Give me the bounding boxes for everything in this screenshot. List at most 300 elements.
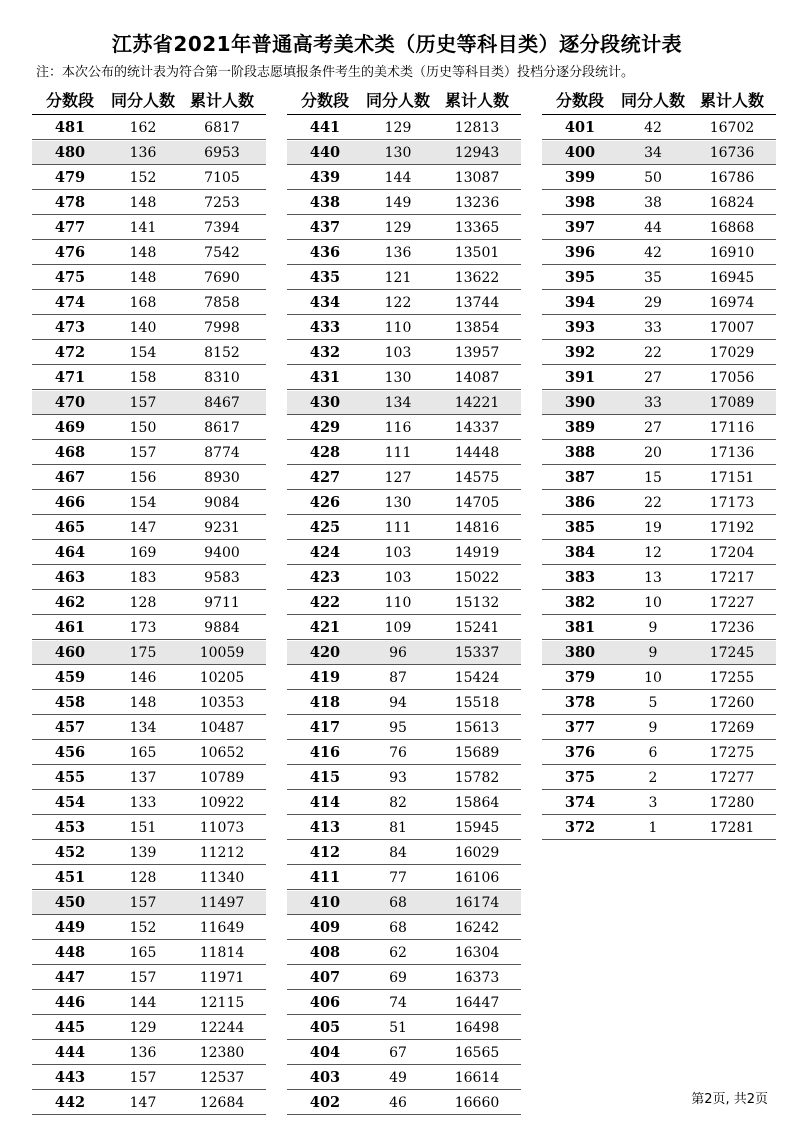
cumulative-cell: 15241 (454, 619, 500, 636)
same-count-cell: 110 (384, 594, 412, 611)
table-row (287, 141, 521, 165)
score-cell: 459 (54, 669, 86, 686)
cumulative-cell: 17151 (709, 469, 755, 486)
cumulative-cell: 9583 (204, 569, 240, 586)
table-row (32, 816, 266, 840)
table-row (542, 816, 776, 840)
table-column-2 (287, 84, 521, 1115)
same-count-cell: 148 (129, 694, 157, 711)
header-same-count: 同分人数 (365, 90, 430, 110)
column-header (542, 84, 776, 115)
cumulative-cell: 15782 (454, 769, 500, 786)
table-row (287, 191, 521, 215)
table-row (542, 516, 776, 540)
cumulative-cell: 7394 (204, 219, 240, 236)
cumulative-cell: 13501 (454, 244, 500, 261)
score-cell: 381 (564, 619, 596, 636)
table-row (287, 1041, 521, 1065)
page-footer: 第2页, 共2页 (691, 1092, 768, 1107)
cumulative-cell: 16910 (709, 244, 755, 261)
table-row (32, 141, 266, 165)
cumulative-cell: 16373 (454, 969, 500, 986)
table-row (542, 716, 776, 740)
score-cell: 386 (564, 494, 596, 511)
score-cell: 449 (54, 919, 86, 936)
table-row (287, 566, 521, 590)
table-row (287, 116, 521, 140)
same-count-cell: 3 (648, 794, 658, 811)
score-cell: 430 (309, 394, 341, 411)
cumulative-cell: 15689 (454, 744, 500, 761)
table-row (32, 616, 266, 640)
same-count-cell: 137 (129, 769, 157, 786)
cumulative-cell: 16106 (454, 869, 500, 886)
same-count-cell: 144 (384, 169, 412, 186)
page-title: 江苏省2021年普通高考美术类（历史等科目类）逐分段统计表 (111, 32, 683, 56)
same-count-cell: 103 (384, 569, 412, 586)
cumulative-cell: 15132 (454, 594, 500, 611)
cumulative-cell: 6953 (204, 144, 240, 161)
score-cell: 419 (309, 669, 341, 686)
table-row (542, 341, 776, 365)
same-count-cell: 1 (648, 819, 658, 836)
cumulative-cell: 17217 (709, 569, 755, 586)
cumulative-cell: 17192 (709, 519, 755, 536)
same-count-cell: 129 (384, 219, 412, 236)
table-row (32, 766, 266, 790)
score-cell: 435 (309, 269, 341, 286)
table-row (287, 941, 521, 965)
cumulative-cell: 12684 (199, 1094, 245, 1111)
cumulative-cell: 16447 (454, 994, 500, 1011)
cumulative-cell: 11814 (199, 944, 245, 961)
same-count-cell: 68 (389, 894, 407, 911)
score-cell: 474 (54, 294, 86, 311)
table-row (542, 266, 776, 290)
score-cell: 458 (54, 694, 86, 711)
cumulative-cell: 7253 (204, 194, 240, 211)
score-cell: 407 (309, 969, 341, 986)
cumulative-cell: 12943 (454, 144, 500, 161)
same-count-cell: 136 (129, 144, 157, 161)
score-cell: 466 (54, 494, 86, 511)
score-cell: 387 (564, 469, 596, 486)
cumulative-cell: 15022 (454, 569, 500, 586)
table-rows (287, 116, 521, 1115)
score-cell: 478 (54, 194, 86, 211)
score-cell: 450 (54, 894, 86, 911)
score-cell: 473 (54, 319, 86, 336)
cumulative-cell: 14816 (454, 519, 500, 536)
same-count-cell: 62 (389, 944, 407, 961)
same-count-cell: 129 (129, 1019, 157, 1036)
cumulative-cell: 16660 (454, 1094, 500, 1111)
cumulative-cell: 16945 (709, 269, 755, 286)
same-count-cell: 33 (644, 394, 662, 411)
score-cell: 439 (309, 169, 341, 186)
cumulative-cell: 13236 (454, 194, 500, 211)
score-cell: 411 (309, 869, 341, 886)
cumulative-cell: 9400 (204, 544, 240, 561)
cumulative-cell: 15945 (454, 819, 500, 836)
table-row (287, 541, 521, 565)
same-count-cell: 2 (648, 769, 658, 786)
same-count-cell: 22 (644, 494, 662, 511)
table-row (32, 491, 266, 515)
cumulative-cell: 11340 (199, 869, 245, 886)
cumulative-cell: 17245 (709, 644, 755, 661)
score-cell: 467 (54, 469, 86, 486)
cumulative-cell: 14575 (454, 469, 500, 486)
table-row (542, 466, 776, 490)
cumulative-cell: 12244 (199, 1019, 245, 1036)
score-cell: 392 (564, 344, 596, 361)
header-score: 分数段 (555, 90, 604, 110)
score-cell: 429 (309, 419, 341, 436)
score-cell: 416 (309, 744, 341, 761)
score-cell: 406 (309, 994, 341, 1011)
score-cell: 446 (54, 994, 86, 1011)
score-cell: 390 (564, 394, 596, 411)
same-count-cell: 147 (129, 519, 157, 536)
score-cell: 383 (564, 569, 596, 586)
score-cell: 443 (54, 1069, 86, 1086)
table-row (542, 491, 776, 515)
cumulative-cell: 14448 (454, 444, 500, 461)
same-count-cell: 77 (389, 869, 407, 886)
same-count-cell: 128 (129, 869, 157, 886)
header-score: 分数段 (300, 90, 349, 110)
table-row (32, 116, 266, 140)
cumulative-cell: 13957 (454, 344, 500, 361)
same-count-cell: 133 (129, 794, 157, 811)
cumulative-cell: 7105 (204, 169, 240, 186)
cumulative-cell: 17204 (709, 544, 755, 561)
same-count-cell: 27 (644, 419, 662, 436)
table-row (32, 741, 266, 765)
table-row (32, 316, 266, 340)
score-cell: 410 (309, 894, 341, 911)
same-count-cell: 157 (129, 394, 157, 411)
table-row (32, 216, 266, 240)
cumulative-cell: 17089 (709, 394, 755, 411)
cumulative-cell: 17277 (709, 769, 755, 786)
cumulative-cell: 12380 (199, 1044, 245, 1061)
same-count-cell: 9 (648, 719, 658, 736)
same-count-cell: 109 (384, 619, 412, 636)
table-row (542, 191, 776, 215)
cumulative-cell: 10487 (199, 719, 245, 736)
table-row (542, 766, 776, 790)
score-cell: 465 (54, 519, 86, 536)
same-count-cell: 130 (384, 369, 412, 386)
table-note: 注：本次公布的统计表为符合第一阶段志愿填报条件考生的美术类（历史等科目类）投档分逐分段统计。 (36, 65, 635, 80)
score-cell: 454 (54, 794, 86, 811)
same-count-cell: 19 (644, 519, 662, 536)
header-score: 分数段 (45, 90, 94, 110)
cumulative-cell: 10922 (199, 794, 245, 811)
same-count-cell: 121 (384, 269, 412, 286)
score-cell: 398 (564, 194, 596, 211)
score-cell: 471 (54, 369, 86, 386)
cumulative-cell: 17029 (709, 344, 755, 361)
score-cell: 379 (564, 669, 596, 686)
same-count-cell: 10 (644, 594, 662, 611)
cumulative-cell: 15337 (454, 644, 500, 661)
table-row (287, 1091, 521, 1115)
same-count-cell: 148 (129, 244, 157, 261)
table-row (32, 341, 266, 365)
score-cell: 413 (309, 819, 341, 836)
cumulative-cell: 16565 (454, 1044, 500, 1061)
cumulative-cell: 15613 (454, 719, 500, 736)
table-row (542, 666, 776, 690)
table-row (287, 1066, 521, 1090)
cumulative-cell: 15864 (454, 794, 500, 811)
table-row (32, 891, 266, 915)
same-count-cell: 175 (129, 644, 157, 661)
cumulative-cell: 9711 (204, 594, 240, 611)
same-count-cell: 94 (389, 694, 407, 711)
score-cell: 436 (309, 244, 341, 261)
same-count-cell: 165 (129, 744, 157, 761)
same-count-cell: 50 (644, 169, 662, 186)
score-cell: 463 (54, 569, 86, 586)
same-count-cell: 129 (384, 119, 412, 136)
same-count-cell: 158 (129, 369, 157, 386)
table-row (287, 391, 521, 415)
cumulative-cell: 10789 (199, 769, 245, 786)
same-count-cell: 44 (644, 219, 662, 236)
same-count-cell: 87 (389, 669, 407, 686)
same-count-cell: 15 (644, 469, 662, 486)
table-row (287, 366, 521, 390)
score-cell: 453 (54, 819, 86, 836)
score-cell: 399 (564, 169, 596, 186)
cumulative-cell: 13622 (454, 269, 500, 286)
score-cell: 445 (54, 1019, 86, 1036)
table-row (32, 841, 266, 865)
same-count-cell: 110 (384, 319, 412, 336)
same-count-cell: 76 (389, 744, 407, 761)
cumulative-cell: 7542 (204, 244, 240, 261)
same-count-cell: 151 (129, 819, 157, 836)
score-cell: 457 (54, 719, 86, 736)
same-count-cell: 136 (129, 1044, 157, 1061)
score-cell: 434 (309, 294, 341, 311)
table-row (32, 666, 266, 690)
table-row (32, 1041, 266, 1065)
score-cell: 448 (54, 944, 86, 961)
score-cell: 447 (54, 969, 86, 986)
same-count-cell: 183 (129, 569, 157, 586)
score-cell: 425 (309, 519, 341, 536)
header-cumulative: 累计人数 (444, 90, 509, 110)
table-row (32, 441, 266, 465)
same-count-cell: 162 (129, 119, 157, 136)
cumulative-cell: 17275 (709, 744, 755, 761)
table-row (542, 691, 776, 715)
same-count-cell: 165 (129, 944, 157, 961)
cumulative-cell: 10353 (199, 694, 245, 711)
cumulative-cell: 16029 (454, 844, 500, 861)
same-count-cell: 9 (648, 644, 658, 661)
score-cell: 412 (309, 844, 341, 861)
same-count-cell: 157 (129, 894, 157, 911)
score-cell: 444 (54, 1044, 86, 1061)
cumulative-cell: 8774 (204, 444, 240, 461)
table-row (287, 841, 521, 865)
score-cell: 377 (564, 719, 596, 736)
same-count-cell: 103 (384, 344, 412, 361)
cumulative-cell: 12813 (454, 119, 500, 136)
score-cell: 456 (54, 744, 86, 761)
same-count-cell: 49 (389, 1069, 407, 1086)
table-row (287, 966, 521, 990)
same-count-cell: 152 (129, 919, 157, 936)
same-count-cell: 152 (129, 169, 157, 186)
score-cell: 470 (54, 394, 86, 411)
table-row (32, 641, 266, 665)
cumulative-cell: 11073 (199, 819, 245, 836)
same-count-cell: 134 (384, 394, 412, 411)
same-count-cell: 157 (129, 969, 157, 986)
table-rows (32, 116, 266, 1115)
same-count-cell: 130 (384, 494, 412, 511)
table-row (32, 391, 266, 415)
cumulative-cell: 16614 (454, 1069, 500, 1086)
table-row (542, 791, 776, 815)
table-row (32, 791, 266, 815)
table-row (542, 616, 776, 640)
table-row (542, 741, 776, 765)
same-count-cell: 12 (644, 544, 662, 561)
same-count-cell: 144 (129, 994, 157, 1011)
table-row (287, 616, 521, 640)
table-row (542, 566, 776, 590)
score-cell: 428 (309, 444, 341, 461)
same-count-cell: 149 (384, 194, 412, 211)
table-row (542, 416, 776, 440)
score-cell: 472 (54, 344, 86, 361)
cumulative-cell: 7998 (204, 319, 240, 336)
score-cell: 396 (564, 244, 596, 261)
score-cell: 464 (54, 544, 86, 561)
table-row (32, 966, 266, 990)
table-row (287, 666, 521, 690)
cumulative-cell: 7858 (204, 294, 240, 311)
cumulative-cell: 13854 (454, 319, 500, 336)
cumulative-cell: 9884 (204, 619, 240, 636)
table-row (542, 166, 776, 190)
score-cell: 385 (564, 519, 596, 536)
cumulative-cell: 8617 (204, 419, 240, 436)
cumulative-cell: 11649 (199, 919, 245, 936)
score-cell: 481 (54, 119, 86, 136)
score-cell: 442 (54, 1094, 86, 1111)
table-row (287, 241, 521, 265)
score-cell: 374 (564, 794, 596, 811)
same-count-cell: 157 (129, 444, 157, 461)
score-cell: 476 (54, 244, 86, 261)
score-cell: 451 (54, 869, 86, 886)
same-count-cell: 141 (129, 219, 157, 236)
same-count-cell: 84 (389, 844, 407, 861)
table-row (32, 266, 266, 290)
table-row (542, 591, 776, 615)
table-row (32, 941, 266, 965)
cumulative-cell: 8930 (204, 469, 240, 486)
score-cell: 433 (309, 319, 341, 336)
score-cell: 375 (564, 769, 596, 786)
table-column-1 (32, 84, 266, 1115)
table-row (542, 116, 776, 140)
score-cell: 475 (54, 269, 86, 286)
same-count-cell: 46 (389, 1094, 407, 1111)
score-cell: 382 (564, 594, 596, 611)
same-count-cell: 27 (644, 369, 662, 386)
table-row (287, 166, 521, 190)
same-count-cell: 148 (129, 194, 157, 211)
table-row (32, 541, 266, 565)
cumulative-cell: 17255 (709, 669, 755, 686)
score-cell: 423 (309, 569, 341, 586)
cumulative-cell: 16974 (709, 294, 755, 311)
cumulative-cell: 11212 (199, 844, 245, 861)
cumulative-cell: 9231 (204, 519, 240, 536)
table-row (287, 991, 521, 1015)
table-rows (542, 116, 776, 840)
score-cell: 389 (564, 419, 596, 436)
score-cell: 414 (309, 794, 341, 811)
cumulative-cell: 14337 (454, 419, 500, 436)
table-row (287, 591, 521, 615)
table-row (287, 766, 521, 790)
cumulative-cell: 17269 (709, 719, 755, 736)
same-count-cell: 93 (389, 769, 407, 786)
table-row (542, 216, 776, 240)
same-count-cell: 111 (384, 444, 412, 461)
score-cell: 477 (54, 219, 86, 236)
cumulative-cell: 12115 (199, 994, 245, 1011)
cumulative-cell: 10205 (199, 669, 245, 686)
score-cell: 422 (309, 594, 341, 611)
table-row (542, 391, 776, 415)
cumulative-cell: 16174 (454, 894, 500, 911)
same-count-cell: 42 (644, 244, 662, 261)
score-cell: 480 (54, 144, 86, 161)
cumulative-cell: 16498 (454, 1019, 500, 1036)
same-count-cell: 103 (384, 544, 412, 561)
same-count-cell: 82 (389, 794, 407, 811)
table-row (287, 291, 521, 315)
table-row (287, 816, 521, 840)
table-row (32, 1016, 266, 1040)
table-column-3 (542, 84, 776, 840)
cumulative-cell: 17007 (709, 319, 755, 336)
same-count-cell: 38 (644, 194, 662, 211)
same-count-cell: 81 (389, 819, 407, 836)
table-row (287, 441, 521, 465)
table-row (287, 891, 521, 915)
table-row (287, 641, 521, 665)
cumulative-cell: 16242 (454, 919, 500, 936)
same-count-cell: 33 (644, 319, 662, 336)
cumulative-cell: 16702 (709, 119, 755, 136)
cumulative-cell: 17136 (709, 444, 755, 461)
score-cell: 437 (309, 219, 341, 236)
score-cell: 418 (309, 694, 341, 711)
